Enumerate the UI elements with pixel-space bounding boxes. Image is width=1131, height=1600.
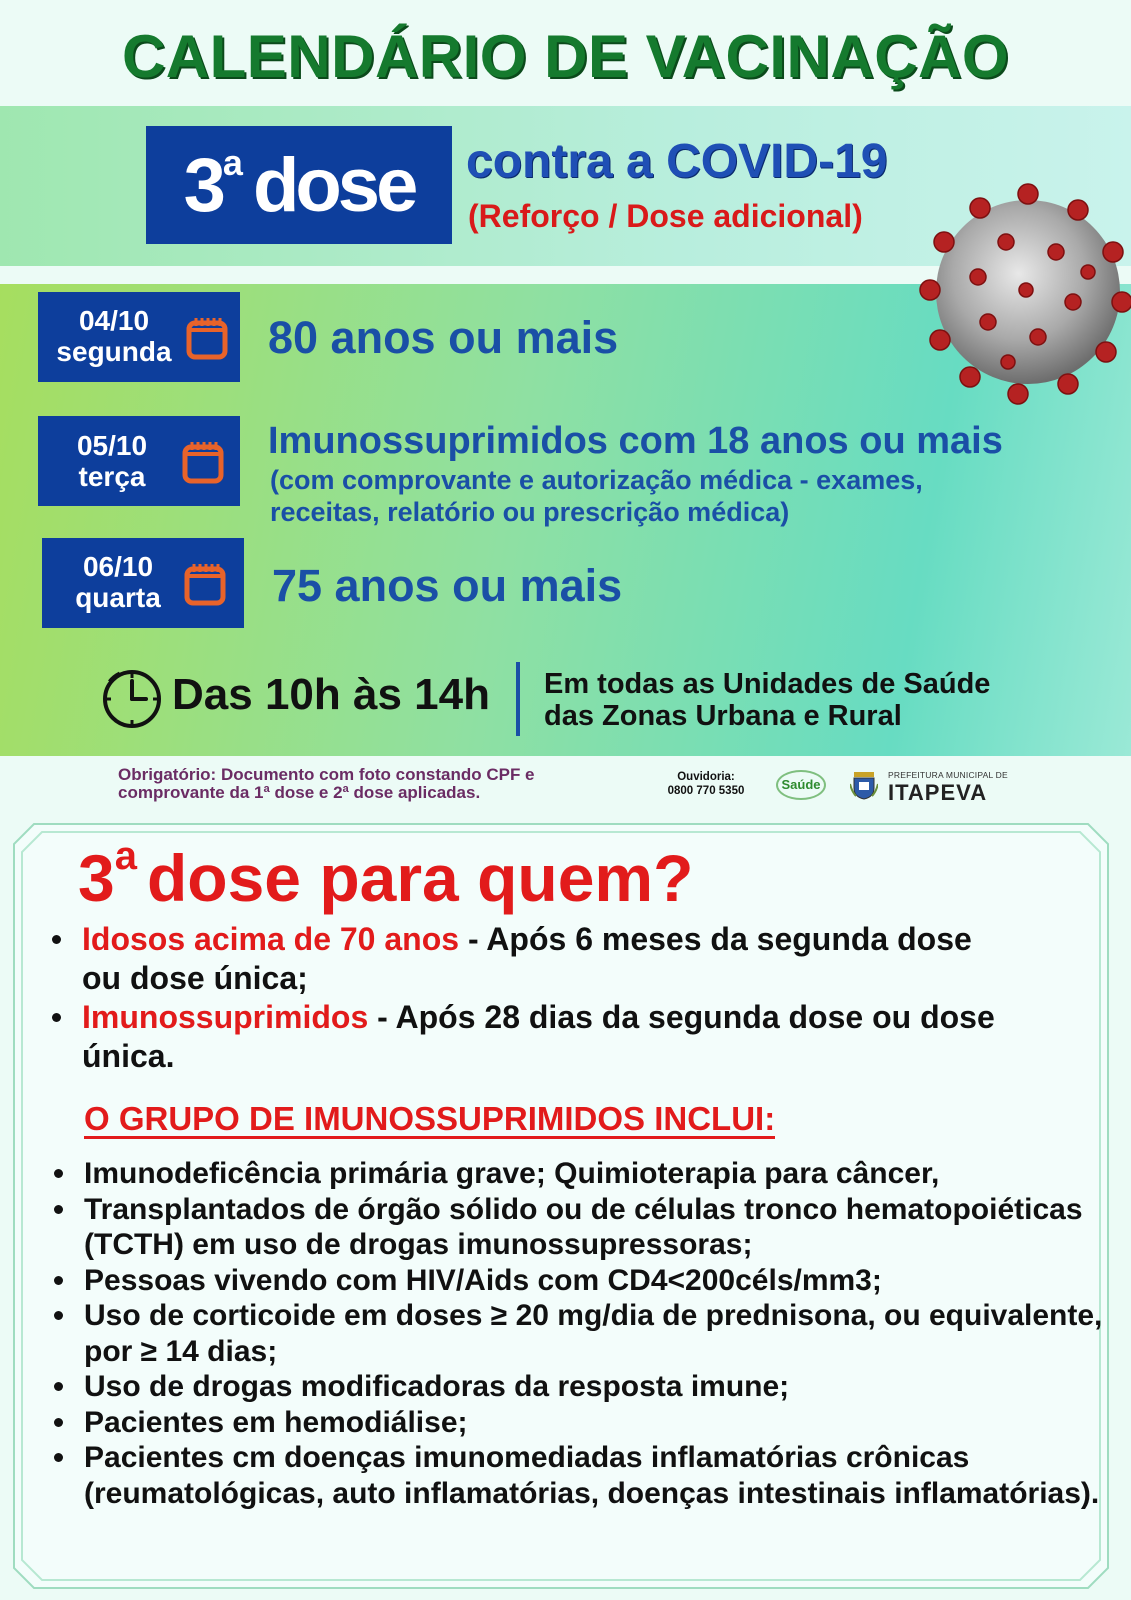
requirement-line-1: Obrigatório: Documento com foto constando CPF e [118, 765, 535, 784]
group-1: 80 anos ou mais [268, 312, 619, 363]
group-heading: O GRUPO DE IMUNOSSUPRIMIDOS INCLUI: [84, 1100, 776, 1137]
calendar-icon [186, 316, 228, 360]
who-title-number: 3 [78, 841, 115, 915]
ouvidoria-phone: 0800 770 5350 [667, 785, 745, 797]
list-item-highlight: Imunossuprimidos [82, 999, 369, 1035]
list-item [52, 998, 1012, 1076]
prefeitura-label: PREFEITURA MUNICIPAL DE [888, 770, 1008, 780]
locations-line-1: Em todas as Unidades de Saúde [544, 668, 991, 700]
list-item-text: - Após 6 meses da segunda dose ou dose única; [82, 921, 972, 996]
date-badge-1 [38, 292, 240, 382]
prefeitura-name: ITAPEVA [888, 780, 988, 805]
page-title: CALENDÁRIO DE VACINAÇÃO [121, 23, 1010, 90]
coronavirus-image [908, 172, 1131, 412]
hours-text: Das 10h às 14h [172, 670, 490, 719]
group-2-details [270, 464, 923, 528]
list-item: Uso de corticoide em doses ≥ 20 mg/dia de prednisona, ou equivalente, por ≥ 14 dias; [54, 1298, 1104, 1369]
who-list [52, 920, 1012, 1076]
dose-superscript: a [222, 142, 243, 183]
divider [516, 662, 520, 736]
requirement-line-2: comprovante da 1ª dose e 2ª dose aplicadas. [118, 783, 481, 802]
locations-line-2: das Zonas Urbana e Rural [544, 700, 902, 732]
list-item: Imunodeficência primária grave; Quimioterapia para câncer, [54, 1156, 1104, 1192]
date-2: 05/10 [76, 430, 148, 461]
date-badge-3 [42, 538, 244, 628]
group-2-details-line-2: receitas, relatório ou prescrição médica) [270, 497, 790, 527]
date-1: 04/10 [78, 305, 150, 336]
list-item: Pacientes em hemodiálise; [54, 1405, 1104, 1441]
ouvidoria [660, 770, 752, 798]
who-title-superscript: a [114, 834, 137, 878]
requirement-note [118, 766, 535, 802]
date-3: 06/10 [82, 551, 154, 582]
immunosuppressed-list [54, 1156, 1104, 1511]
ouvidoria-label: Ouvidoria: [677, 771, 735, 783]
list-item-text: - Após 28 dias da segunda dose ou dose única. [82, 999, 995, 1074]
who-title [78, 834, 694, 916]
list-item [52, 920, 1012, 998]
who-title-text: dose para quem? [146, 841, 694, 915]
dose-badge [146, 126, 452, 244]
itapeva-crest-icon [850, 770, 878, 800]
saude-logo: Saúde [776, 770, 826, 800]
group-2-details-line-1: (com comprovante e autorização médica - exames, [270, 465, 923, 495]
weekday-3: quarta [75, 582, 161, 613]
clock-icon [100, 666, 164, 730]
group-3: 75 anos ou mais [272, 560, 623, 611]
group-2: Imunossuprimidos com 18 anos ou mais [268, 420, 1003, 462]
list-item: Pacientes cm doenças imunomediadas inflamatórias crônicas (reumatológicas, auto inflamatórias, doenças intestinais inflamatórias). [54, 1440, 1104, 1511]
date-badge-2 [38, 416, 240, 506]
dose-subtitle: contra a COVID-19 [466, 135, 888, 188]
list-item-highlight: Idosos acima de 70 anos [82, 921, 460, 957]
dose-note: (Reforço / Dose adicional) [468, 198, 863, 234]
calendar-icon [184, 562, 226, 606]
dose-word: dose [252, 142, 415, 228]
list-item: Transplantados de órgão sólido ou de células tronco hematopoiéticas (TCTH) em uso de drogas imunossupressoras; [54, 1192, 1104, 1263]
calendar-icon [182, 440, 224, 484]
dose-number: 3 [183, 142, 223, 228]
locations-text [544, 668, 990, 732]
list-item: Pessoas vivendo com HIV/Aids com CD4<200céls/mm3; [54, 1263, 1104, 1299]
list-item: Uso de drogas modificadoras da resposta imune; [54, 1369, 1104, 1405]
weekday-2: terça [78, 461, 146, 492]
weekday-1: segunda [56, 336, 172, 367]
